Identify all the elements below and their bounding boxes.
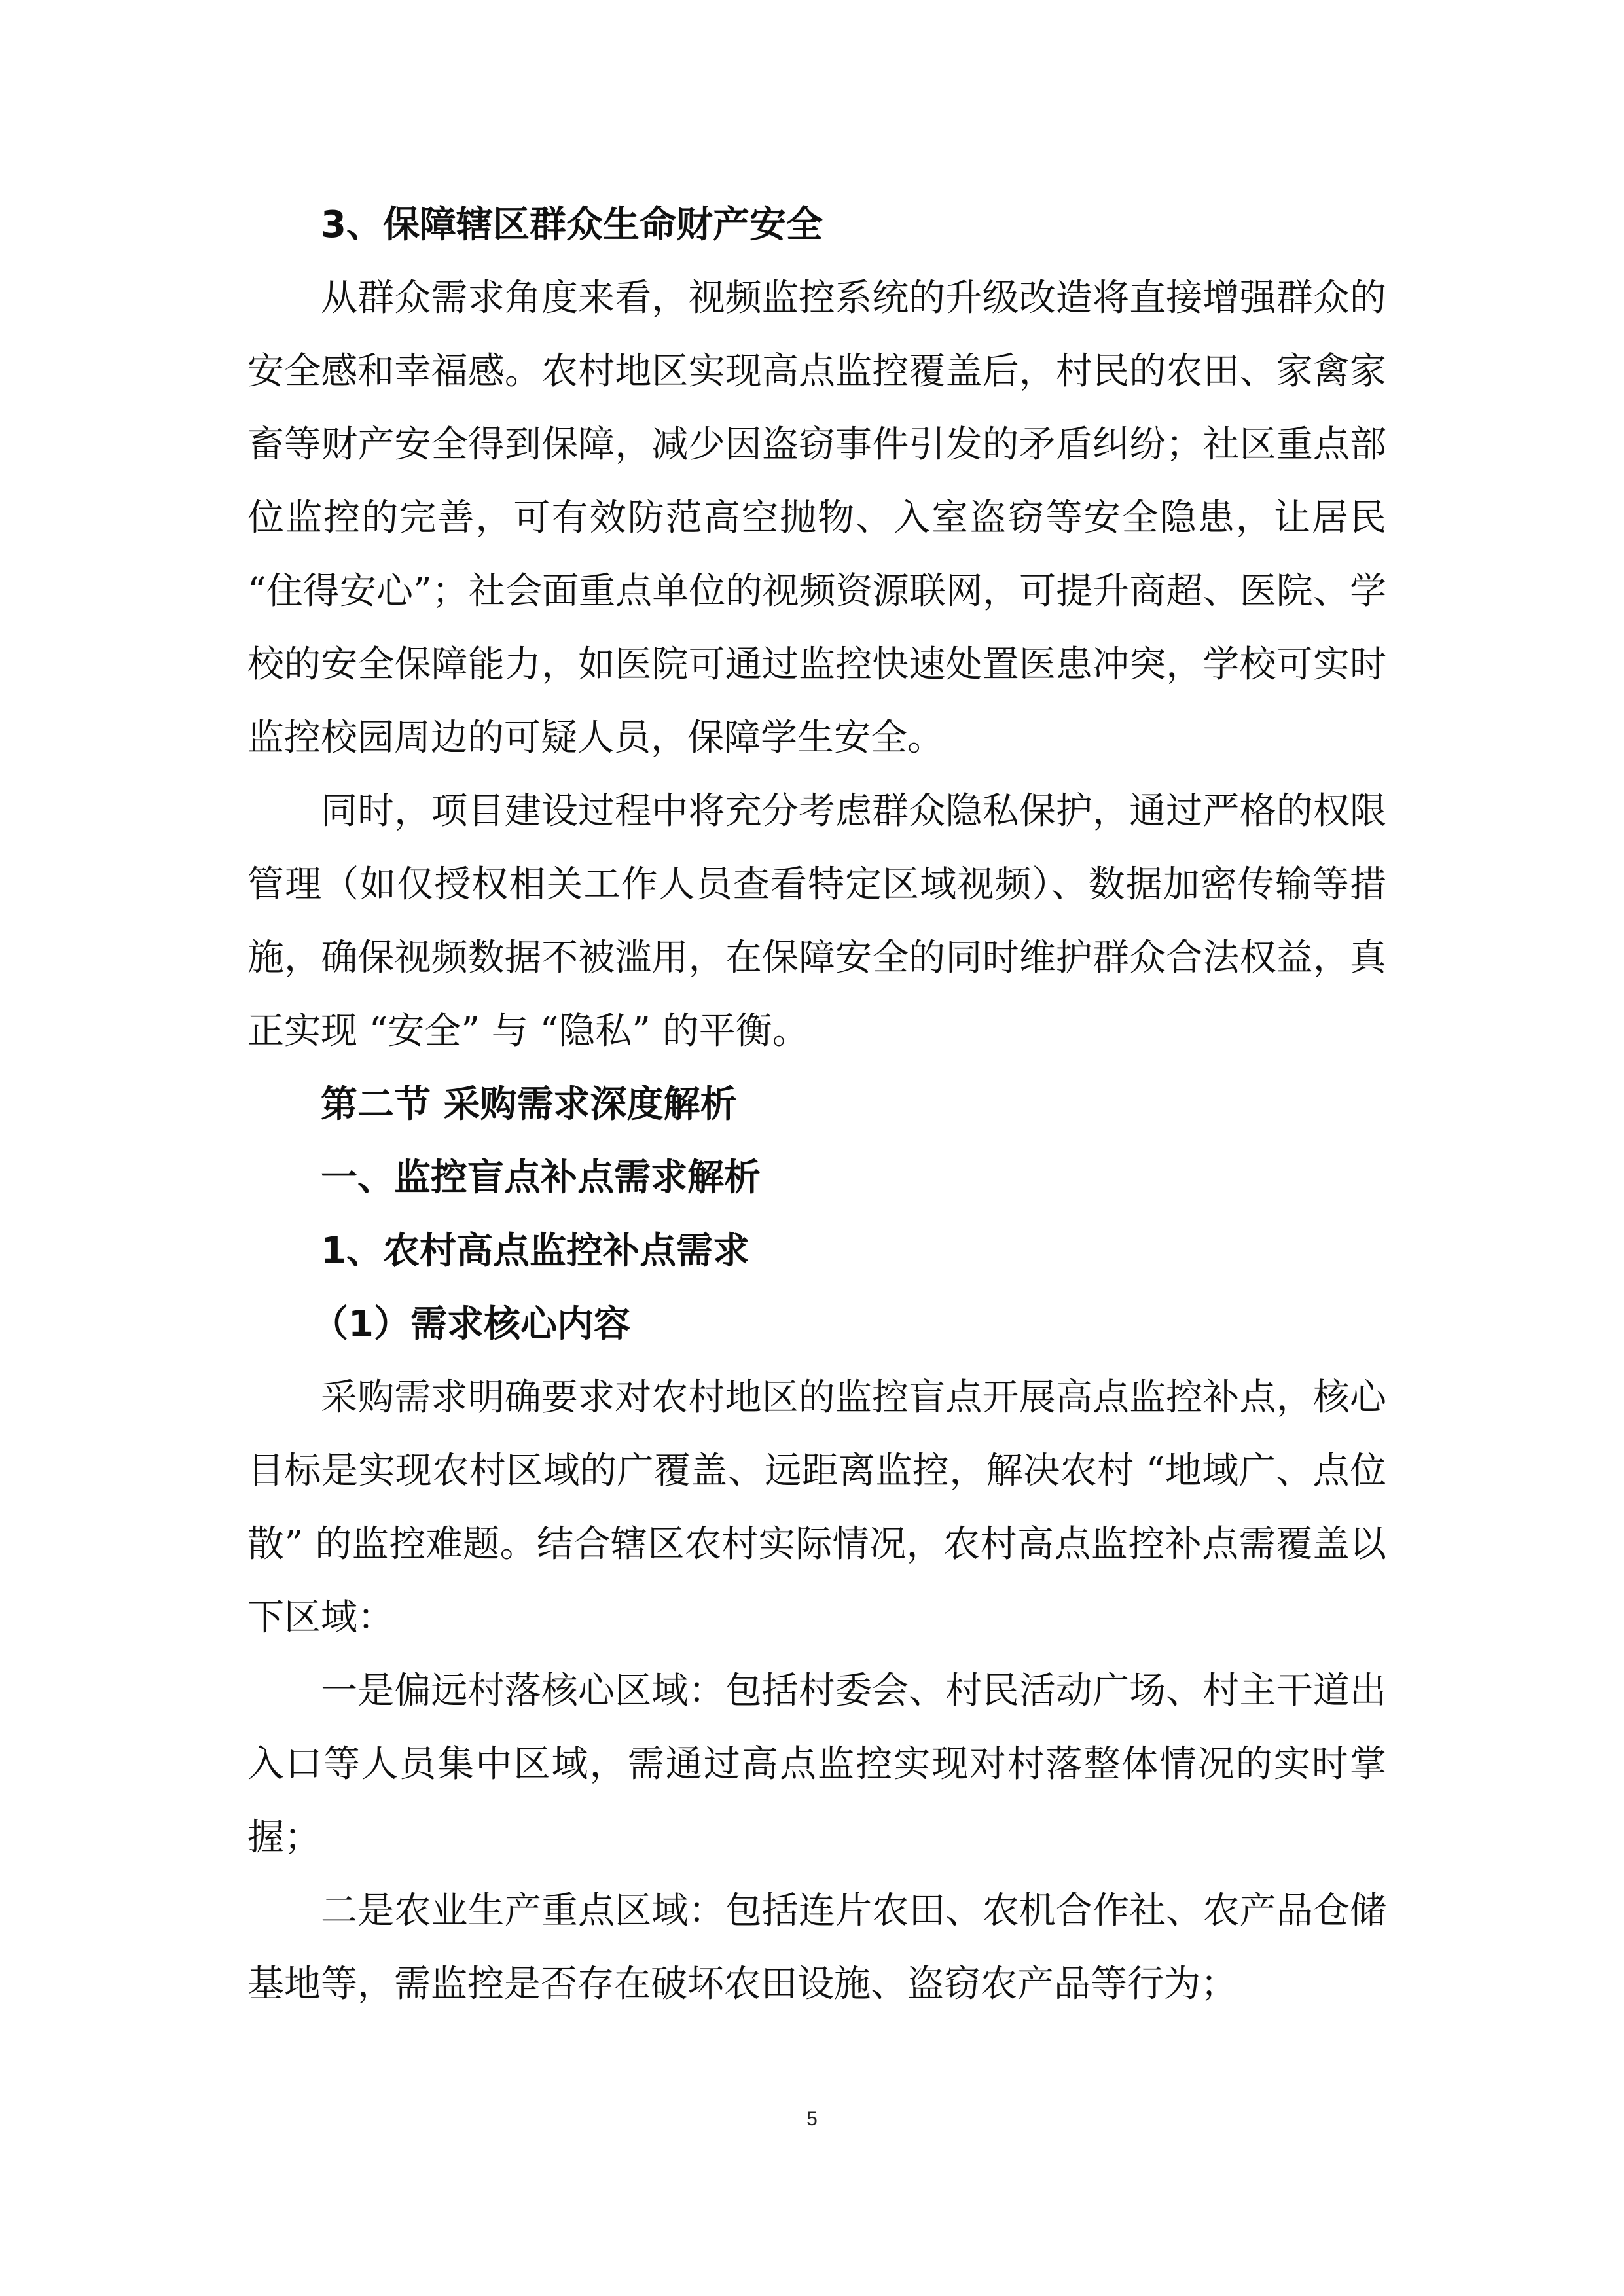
paragraph-requirement: 采购需求明确要求对农村地区的监控盲点开展高点监控补点，核心目标是实现农村区域的广覆盖、远距离监控，解决农村 “地域广、点位散” 的监控难题。结合辖区农村实际情况，农村高点监控补点需覆盖以下区域： xyxy=(247,1376,1386,1639)
paragraph-public-demand: 从群众需求角度来看，视频监控系统的升级改造将直接增强群众的安全感和幸福感。农村地区实现高点监控覆盖后，村民的农田、家禽家畜等财产安全得到保障，减少因盗窃事件引发的矛盾纠纷；社区重点部位监控的完善，可有效防范高空抛物、入室盗窃等安全隐患，让居民 “住得安心”；社会面重点单位的视频资源联网，可提升商超、医院、学校的安全保障能力，如医院可通过监控快速处置医患冲突，学校可实时监控校园周边的可疑人员，保障学生安全。 xyxy=(247,277,1386,759)
page-number: 5 xyxy=(806,2108,818,2130)
heading-blindspot-analysis: 一、监控盲点补点需求解析 xyxy=(321,1157,761,1199)
heading-protect-safety: 3、保障辖区群众生命财产安全 xyxy=(321,204,823,246)
document-page xyxy=(247,188,1386,2021)
paragraph-agriculture-areas: 二是农业生产重点区域：包括连片农田、农机合作社、农产品仓储基地等，需监控是否存在破坏农田设施、盗窃农产品等行为； xyxy=(247,1890,1386,2005)
paragraph-remote-villages: 一是偏远村落核心区域：包括村委会、村民活动广场、村主干道出入口等人员集中区域，需通过高点监控实现对村落整体情况的实时掌握； xyxy=(247,1670,1386,1859)
paragraph-privacy: 同时，项目建设过程中将充分考虑群众隐私保护，通过严格的权限管理（如仅授权相关工作人员查看特定区域视频）、数据加密传输等措施，确保视频数据不被滥用，在保障安全的同时维护群众合法权益，真正实现 “安全” 与 “隐私” 的平衡。 xyxy=(247,790,1386,1052)
heading-rural-highpoint: 1、农村高点监控补点需求 xyxy=(321,1230,749,1272)
heading-section-two: 第二节 采购需求深度解析 xyxy=(321,1083,737,1126)
heading-core-content: （1）需求核心内容 xyxy=(312,1303,630,1346)
